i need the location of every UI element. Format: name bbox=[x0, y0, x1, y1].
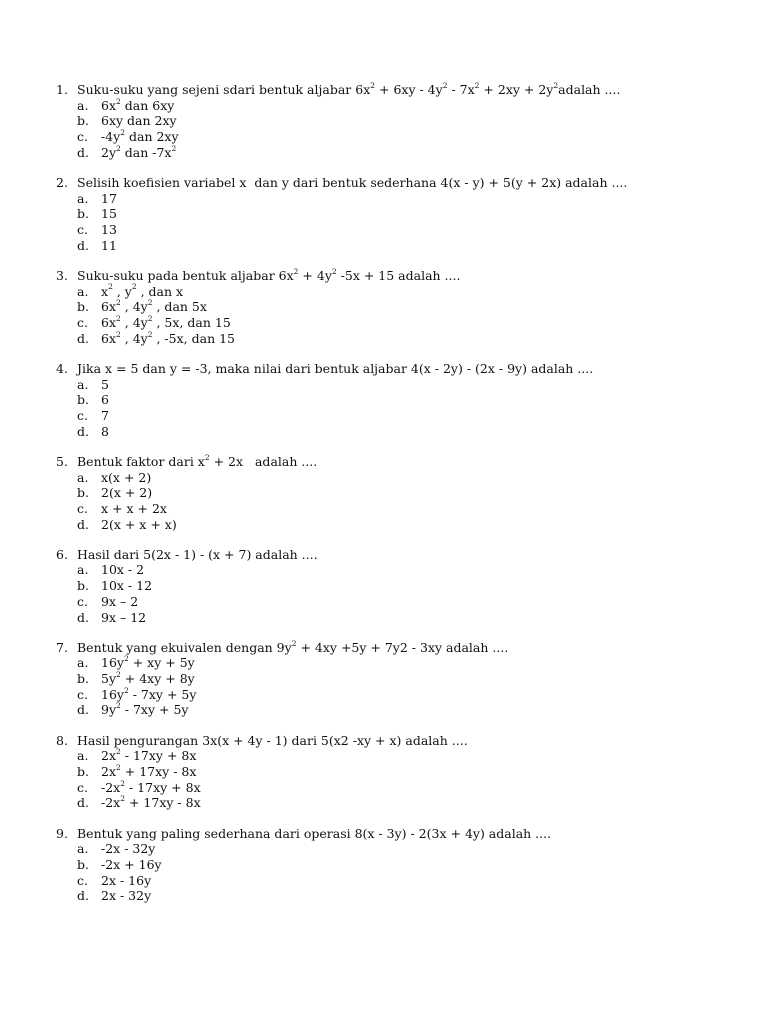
option-text: -2x + 16y bbox=[101, 857, 162, 873]
option-letter: b. bbox=[77, 392, 89, 408]
option-letter: b. bbox=[77, 485, 89, 501]
option-letter: b. bbox=[77, 671, 89, 687]
option-letter: a. bbox=[77, 190, 89, 206]
question-line bbox=[56, 175, 736, 191]
option-letter: d. bbox=[77, 144, 89, 160]
option-a bbox=[77, 284, 736, 300]
option-a bbox=[77, 655, 736, 671]
option-text: 2(x + x + x) bbox=[101, 516, 177, 532]
option-text: 10x - 2 bbox=[101, 562, 145, 578]
option-text: $16y^2 - 7xy + 5y$ bbox=[101, 685, 197, 702]
question-text: Suku-suku yang sejeni sdari bentuk aljabar $6x^2 + 6xy - 4y^2 - 7x^2 + 2xy$ + $2y^2adalah$ .... bbox=[77, 80, 621, 97]
question-8 bbox=[56, 733, 736, 811]
option-b bbox=[77, 299, 736, 315]
option-list bbox=[77, 748, 736, 811]
option-text: $-2x^2 - 17xy + 8x$ bbox=[101, 778, 201, 795]
option-text: $-2x^2 + 17xy - 8x$ bbox=[101, 794, 201, 811]
option-list bbox=[77, 470, 736, 533]
option-d bbox=[77, 610, 736, 626]
option-text: -2x - 32y bbox=[101, 841, 156, 857]
option-text: 2(x + 2) bbox=[101, 485, 153, 501]
option-d bbox=[77, 424, 736, 440]
question-text: Bentuk yang ekuivalen dengan $9y^2 + 4xy +5y + 7y2 - 3xy$ adalah .... bbox=[77, 638, 509, 655]
option-list bbox=[77, 98, 736, 161]
option-letter: d. bbox=[77, 702, 89, 718]
question-line bbox=[56, 454, 736, 470]
question-number: 4. bbox=[56, 360, 68, 376]
option-b bbox=[77, 578, 736, 594]
question-6 bbox=[56, 547, 736, 625]
option-text: $2x^2 + 17xy - 8x$ bbox=[101, 762, 197, 780]
question-line bbox=[56, 826, 736, 842]
option-text: 9x – 2 bbox=[101, 593, 139, 609]
question-line bbox=[56, 640, 736, 656]
option-letter: d. bbox=[77, 237, 89, 253]
question-number: 6. bbox=[56, 546, 68, 562]
option-text: 7 bbox=[101, 407, 109, 423]
option-list bbox=[77, 377, 736, 440]
question-list bbox=[56, 82, 736, 919]
option-letter: d. bbox=[77, 888, 89, 904]
option-letter: d. bbox=[77, 330, 89, 346]
question-4 bbox=[56, 361, 736, 439]
option-a bbox=[77, 377, 736, 393]
option-list bbox=[77, 284, 736, 347]
option-text: 8 bbox=[101, 423, 109, 439]
option-text: $5y^2 + 4xy + 8y$ bbox=[101, 669, 195, 687]
option-text: 2x - 16y bbox=[101, 872, 152, 888]
option-b bbox=[77, 392, 736, 408]
option-c bbox=[77, 129, 736, 145]
option-a bbox=[77, 562, 736, 578]
question-text: Bentuk yang paling sederhana dari operasi 8(x - 3y) - 2(3x + 4y) adalah .... bbox=[77, 825, 552, 841]
option-text: 11 bbox=[101, 237, 117, 253]
option-text: $2x^2 - 17xy + 8x$ bbox=[101, 747, 197, 764]
question-1 bbox=[56, 82, 736, 160]
question-number: 5. bbox=[56, 453, 68, 469]
option-letter: d. bbox=[77, 795, 89, 811]
question-line bbox=[56, 361, 736, 377]
option-text: x + x + 2x bbox=[101, 500, 167, 516]
option-letter: a. bbox=[77, 283, 89, 299]
question-number: 9. bbox=[56, 825, 68, 841]
option-list bbox=[77, 841, 736, 904]
option-text: $-4y^2$ dan 2xy bbox=[101, 127, 179, 145]
option-letter: b. bbox=[77, 578, 89, 594]
option-letter: a. bbox=[77, 97, 89, 113]
option-d bbox=[77, 702, 736, 718]
option-text: $6x^2$ , $4y^2$ , 5x, dan 15 bbox=[101, 313, 231, 330]
option-letter: d. bbox=[77, 516, 89, 532]
option-c bbox=[77, 780, 736, 796]
option-a bbox=[77, 748, 736, 764]
question-7 bbox=[56, 640, 736, 718]
option-letter: c. bbox=[77, 407, 88, 423]
question-text: Hasil dari 5(2x - 1) - (x + 7) adalah .... bbox=[77, 546, 318, 562]
question-number: 7. bbox=[56, 639, 68, 655]
option-letter: a. bbox=[77, 748, 89, 764]
question-text: Bentuk faktor dari $x^2 + 2x$ adalah .... bbox=[77, 452, 318, 469]
question-9 bbox=[56, 826, 736, 904]
option-letter: d. bbox=[77, 609, 89, 625]
option-letter: c. bbox=[77, 872, 88, 888]
option-c bbox=[77, 594, 736, 610]
option-letter: d. bbox=[77, 423, 89, 439]
option-b bbox=[77, 206, 736, 222]
option-c bbox=[77, 873, 736, 889]
question-line bbox=[56, 733, 736, 749]
option-text: 13 bbox=[101, 222, 117, 238]
option-c bbox=[77, 408, 736, 424]
option-a bbox=[77, 470, 736, 486]
option-letter: c. bbox=[77, 314, 88, 330]
option-text: $16y^2$ + xy + 5y bbox=[101, 654, 195, 671]
option-text: 6xy dan 2xy bbox=[101, 113, 177, 129]
question-line bbox=[56, 547, 736, 563]
option-d bbox=[77, 238, 736, 254]
option-text: 15 bbox=[101, 206, 117, 222]
option-a bbox=[77, 191, 736, 207]
question-line bbox=[56, 82, 736, 98]
option-text: $2y^2$ dan $-7x^2$ bbox=[101, 143, 177, 160]
option-text: $6x^2$ , $4y^2$ , -5x, dan 15 bbox=[101, 329, 235, 346]
option-b bbox=[77, 113, 736, 129]
question-5 bbox=[56, 454, 736, 532]
option-letter: c. bbox=[77, 129, 88, 145]
option-b bbox=[77, 857, 736, 873]
option-letter: b. bbox=[77, 113, 89, 129]
option-letter: c. bbox=[77, 779, 88, 795]
option-list bbox=[77, 562, 736, 625]
option-d bbox=[77, 145, 736, 161]
option-list bbox=[77, 191, 736, 254]
option-letter: a. bbox=[77, 469, 89, 485]
option-a bbox=[77, 98, 736, 114]
option-d bbox=[77, 331, 736, 347]
question-text: Jika x = 5 dan y = -3, maka nilai dari bentuk aljabar 4(x - 2y) - (2x - 9y) adalah .... bbox=[77, 360, 594, 376]
option-text: 9x – 12 bbox=[101, 609, 147, 625]
question-2 bbox=[56, 175, 736, 253]
option-letter: a. bbox=[77, 841, 89, 857]
option-text: $x^2$ , $y^2$ , dan x bbox=[101, 282, 184, 299]
option-letter: a. bbox=[77, 562, 89, 578]
option-text: $9y^2 - 7xy + 5y$ bbox=[101, 701, 189, 718]
question-number: 1. bbox=[56, 82, 68, 97]
option-letter: c. bbox=[77, 222, 88, 238]
option-text: 10x - 12 bbox=[101, 578, 153, 594]
option-letter: a. bbox=[77, 655, 89, 671]
option-letter: b. bbox=[77, 764, 89, 780]
option-c bbox=[77, 687, 736, 703]
option-b bbox=[77, 764, 736, 780]
option-letter: b. bbox=[77, 299, 89, 315]
option-b bbox=[77, 485, 736, 501]
option-d bbox=[77, 517, 736, 533]
option-letter: b. bbox=[77, 857, 89, 873]
option-text: 6 bbox=[101, 392, 109, 408]
option-c bbox=[77, 315, 736, 331]
option-a bbox=[77, 841, 736, 857]
question-line bbox=[56, 268, 736, 284]
option-text: $6x^2$ , $4y^2$ , dan 5x bbox=[101, 298, 207, 315]
question-3 bbox=[56, 268, 736, 346]
option-text: x(x + 2) bbox=[101, 469, 152, 485]
question-number: 3. bbox=[56, 267, 68, 283]
question-number: 8. bbox=[56, 732, 68, 748]
option-letter: c. bbox=[77, 500, 88, 516]
option-b bbox=[77, 671, 736, 687]
option-c bbox=[77, 501, 736, 517]
option-list bbox=[77, 655, 736, 718]
question-text: Suku-suku pada bentuk aljabar $6x^2 + 4y^2$ -5x + 15 adalah .... bbox=[77, 266, 461, 283]
option-c bbox=[77, 222, 736, 238]
option-text: 2x - 32y bbox=[101, 888, 152, 904]
question-text: Hasil pengurangan 3x(x + 4y - 1) dari 5(x2 -xy + x) adalah .... bbox=[77, 732, 468, 748]
question-number: 2. bbox=[56, 174, 68, 190]
option-d bbox=[77, 888, 736, 904]
option-letter: c. bbox=[77, 686, 88, 702]
option-letter: b. bbox=[77, 206, 89, 222]
question-text: Selisih koefisien variabel x dan y dari bentuk sederhana 4(x - y) + 5(y + 2x) adalah .... bbox=[77, 174, 628, 190]
option-letter: c. bbox=[77, 593, 88, 609]
option-d bbox=[77, 795, 736, 811]
option-text: $6x^2$ dan 6xy bbox=[101, 96, 175, 113]
option-letter: a. bbox=[77, 376, 89, 392]
option-text: 5 bbox=[101, 376, 109, 392]
option-text: 17 bbox=[101, 190, 117, 206]
